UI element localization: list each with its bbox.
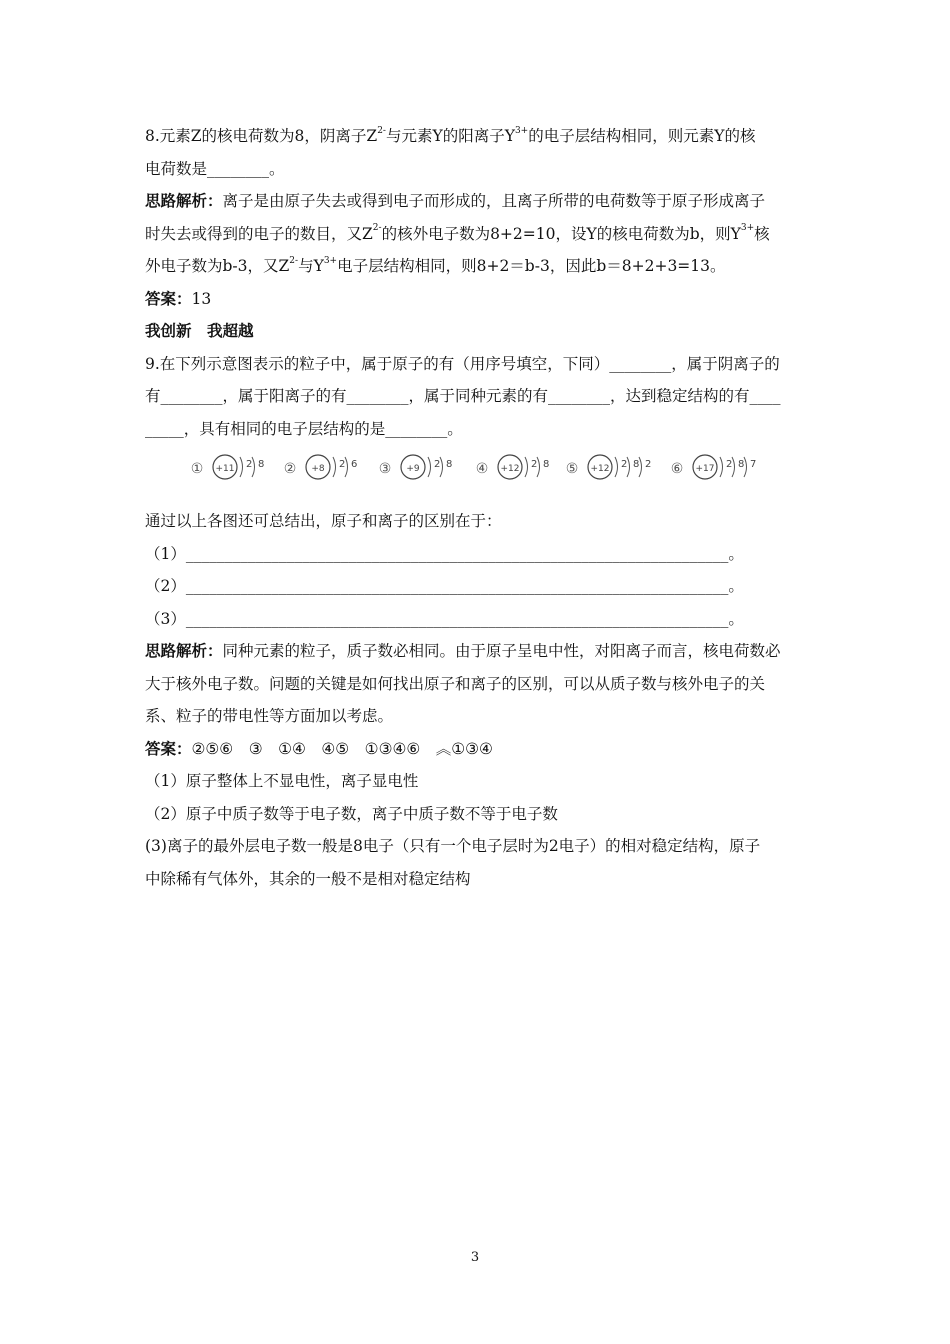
svg-text:②: ② bbox=[283, 461, 297, 477]
atom-diagram bbox=[475, 447, 560, 487]
a9-answer: 答案：②⑤⑥ ③ ①④ ④⑤ ①③④⑥ ︽①③④ bbox=[145, 739, 493, 758]
a8-line-1: 思路解析：离子是由原子失去或得到电子而形成的，且离子所带的电荷数等于原子形成离子 bbox=[145, 192, 766, 210]
document-body bbox=[145, 120, 810, 895]
answer-label: 答案： bbox=[145, 289, 192, 308]
svg-text:③: ③ bbox=[378, 461, 392, 477]
svg-text:8: 8 bbox=[446, 459, 453, 470]
a8-line-2: 时失去或得到的电子的数目，又$Z^{2-}$的核外电子数为8+2=10，设Y的核电荷数为b，则$Y^{3+}$核 bbox=[145, 223, 770, 243]
svg-text:7: 7 bbox=[750, 459, 757, 470]
analysis-label: 思路解析： bbox=[145, 192, 223, 210]
svg-text:+12: +12 bbox=[500, 464, 520, 474]
svg-text:+17: +17 bbox=[695, 464, 715, 474]
q9-summary: 通过以上各图还可总结出，原子和离子的区别在于： bbox=[145, 512, 502, 530]
atom-diagram bbox=[283, 447, 368, 487]
svg-text:2: 2 bbox=[339, 459, 346, 470]
svg-text:2: 2 bbox=[434, 459, 441, 470]
q9-line-2: 有________，属于阳离子的有________，属于同种元素的有________，达到稳定结构的有____ bbox=[145, 387, 781, 405]
svg-text:2: 2 bbox=[621, 459, 628, 470]
blank-line-2: （2）______________________________________________________________________。 bbox=[145, 577, 744, 595]
svg-text:+9: +9 bbox=[406, 464, 420, 474]
a9-result-3a: (3)离子的最外层电子数一般是8电子（只有一个电子层时为2电子）的相对稳定结构，原子 bbox=[145, 837, 761, 855]
atom-diagram bbox=[378, 447, 463, 487]
a9-result-1: （1）原子整体上不显电性，离子显电性 bbox=[145, 772, 419, 790]
atom-diagram bbox=[670, 447, 765, 487]
atom-diagram bbox=[565, 447, 660, 487]
q9-line-1: 9.在下列示意图表示的粒子中，属于原子的有（用序号填空，下同）________，属于阴离子的 bbox=[145, 354, 780, 373]
atom-structure-diagrams bbox=[145, 447, 810, 489]
svg-text:8: 8 bbox=[258, 459, 265, 470]
svg-text:+11: +11 bbox=[215, 464, 235, 474]
answer-label: 答案： bbox=[145, 739, 192, 758]
svg-text:④: ④ bbox=[475, 461, 489, 477]
svg-text:2: 2 bbox=[246, 459, 253, 470]
a8-line-3: 外电子数为b-3，又$Z^{2-}$与$Y^{3+}$电子层结构相同，则8+2＝b-3，因此b＝8+2+3=13。 bbox=[145, 255, 726, 275]
svg-text:2: 2 bbox=[645, 459, 652, 470]
atom-diagram bbox=[190, 447, 275, 487]
blank-line-1: （1）______________________________________________________________________。 bbox=[145, 544, 744, 563]
svg-text:8: 8 bbox=[543, 459, 550, 470]
svg-text:⑥: ⑥ bbox=[670, 461, 684, 477]
section-heading: 我创新 我超越 bbox=[145, 322, 254, 340]
svg-text:2: 2 bbox=[531, 459, 538, 470]
svg-text:6: 6 bbox=[351, 459, 358, 470]
svg-text:①: ① bbox=[190, 461, 204, 477]
svg-text:8: 8 bbox=[633, 459, 640, 470]
q9-line-3: _____，具有相同的电子层结构的是________。 bbox=[145, 419, 463, 438]
svg-text:⑤: ⑤ bbox=[565, 461, 579, 477]
svg-text:2: 2 bbox=[726, 459, 733, 470]
q8-line-1: 8.元素Z的核电荷数为8，阴离子$Z^{2-}$与元素Y的阳离子$Y^{3+}$的电子层结构相同，则元素Y的核 bbox=[145, 125, 756, 145]
a9-result-2: （2）原子中质子数等于电子数，离子中质子数不等于电子数 bbox=[145, 804, 558, 823]
a8-answer: 答案：13 bbox=[145, 289, 212, 308]
analysis-label: 思路解析： bbox=[145, 642, 223, 660]
a9-line-2: 大于核外电子数。问题的关键是如何找出原子和离子的区别，可以从质子数与核外电子的关 bbox=[145, 674, 766, 693]
svg-text:+8: +8 bbox=[311, 464, 325, 474]
q8-line-2: 电荷数是________。 bbox=[145, 159, 285, 178]
svg-text:8: 8 bbox=[738, 459, 745, 470]
svg-text:+12: +12 bbox=[590, 464, 610, 474]
blank-line-3: （3）______________________________________________________________________。 bbox=[145, 609, 744, 628]
a9-line-1: 思路解析：同种元素的粒子，质子数必相同。由于原子呈电中性，对阳离子而言，核电荷数必 bbox=[145, 642, 781, 660]
a9-line-3: 系、粒子的带电性等方面加以考虑。 bbox=[145, 707, 394, 725]
a9-result-3b: 中除稀有气体外，其余的一般不是相对稳定结构 bbox=[145, 869, 471, 888]
page-number: 3 bbox=[470, 1250, 480, 1265]
